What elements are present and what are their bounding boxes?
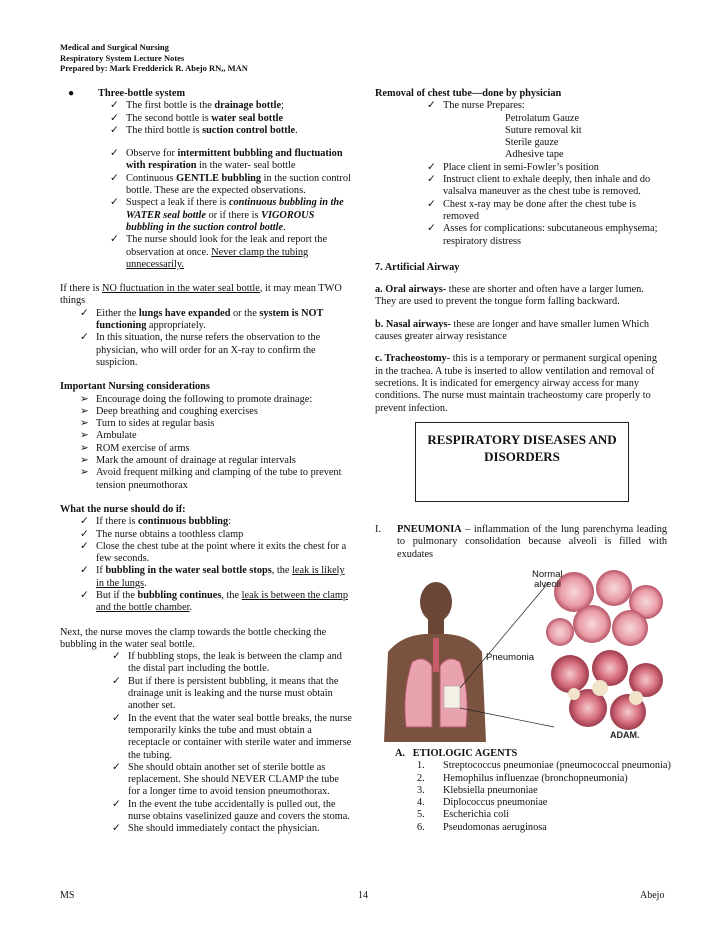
check-icon: ✓ (110, 148, 119, 160)
check-icon: ✓ (110, 172, 119, 184)
list-item: ✓ If bubbling stops, the leak is between the clamp and the distal part including the bottle. (112, 651, 342, 675)
list-item: ➢ Turn to sides at regular basis (80, 418, 215, 430)
list-item: ✓ The second bottle is water seal bottle (110, 112, 284, 124)
check-icon: ✓ (112, 798, 121, 810)
next-paragraph: Next, the nurse moves the clamp towards the bottle checking the bubbling in the water seal bottle. (60, 626, 327, 650)
fluctuation-paragraph: If there is NO fluctuation in the water seal bottle, it may mean TWO things (60, 283, 342, 307)
list-item: ➢ Encourage doing the following to promote drainage: (80, 393, 313, 405)
list-item: 1. Streptococcus pneumoniae (pneumococcal pneumonia) (417, 760, 671, 772)
list-item: ✓ If bubbling in the water seal bottle stops, the leak is likely in the lungs. (80, 565, 345, 589)
header-author: Prepared by: Mark Fredderick R. Abejo RN,, MAN (60, 63, 248, 73)
check-icon: ✓ (427, 100, 436, 112)
label-normal-line1: Normal (532, 569, 563, 580)
arrow-bullet-icon: ➢ (80, 405, 89, 417)
arrow-bullet-icon: ➢ (80, 393, 89, 405)
etiologic-section (395, 748, 675, 834)
list-item: ✓ But if the bubbling continues, the leak is between the clamp and the bottle chamber. (80, 589, 348, 614)
supply-item: Suture removal kit (505, 124, 582, 136)
supply-item: Adhesive tape (505, 149, 564, 161)
list-item: ✓ Either the lungs have expanded or the system is NOT functioning appropriately. (80, 307, 324, 332)
list-item: 6. Pseudomonas aeruginosa (417, 821, 547, 833)
nasal-airway-paragraph: b. Nasal airways- these are longer and have smaller lumen Which causes greater airway resistance (375, 318, 650, 343)
check-icon: ✓ (110, 100, 119, 112)
footer-left: MS (60, 890, 75, 901)
list-item: ➢ ROM exercise of arms (80, 442, 190, 454)
head-shape (420, 582, 452, 622)
list-item: 3. Klebsiella pneumoniae (417, 784, 538, 796)
list-item: ✓ The third bottle is suction control bottle. (110, 124, 298, 136)
check-icon: ✓ (427, 198, 436, 210)
normal-alveoli (546, 570, 663, 646)
airway-title: 7. Artificial Airway (375, 261, 460, 273)
what-list (60, 516, 352, 614)
list-item: ➢ Ambulate (80, 430, 137, 442)
check-icon: ✓ (427, 174, 436, 186)
removal-title: Removal of chest tube—done by physician (375, 88, 562, 99)
check-icon: ✓ (80, 307, 89, 319)
list-item: 4. Diplococcus pneumoniae (417, 797, 548, 809)
list-item: 5. Escherichia coli (417, 809, 510, 821)
check-icon: ✓ (110, 124, 119, 136)
check-icon: ✓ (80, 589, 89, 601)
section-title-box: RESPIRATORY DISEASES AND DISORDERS (415, 422, 629, 502)
list-item: ➢ Deep breathing and coughing exercises (80, 405, 258, 417)
list-item: ➢ Avoid frequent milking and clamping of the tube to prevent tension pneumothorax (80, 467, 342, 491)
list-item: ✓ In the event the tube accidentally is pulled out, the nurse obtains vaselinized gauze and covers the stoma. (112, 798, 350, 823)
pneumonia-text: PNEUMONIA – inflammation of the lung parenchyma leading to pulmonary consolidation because alveoli is filled with exudates (397, 524, 667, 560)
list-item: ✓ The nurse obtains a toothless clamp (80, 528, 244, 540)
list-item: ✓ Place client in semi-Fowler’s position (427, 161, 599, 173)
list-item: ✓ In the event that the water seal bottle breaks, the nurse temporarily kinks the tube and must obtain a receptacle or container with sterile water and immerse the tubing. (112, 712, 352, 761)
what-title: What the nurse should do if: (60, 503, 186, 515)
oral-airway-paragraph: a. Oral airways- these are shorter and often have a larger lumen. They are used to prevent the tongue form falling backward. (375, 284, 644, 308)
document-header (60, 42, 248, 74)
arrow-bullet-icon: ➢ (80, 442, 89, 454)
header-topic: Respiratory System Lecture Notes (60, 52, 185, 63)
check-icon: ✓ (80, 528, 89, 540)
list-item: ✓ Close the chest tube at the point where it exits the chest for a few seconds. (80, 540, 347, 565)
label-normal-line2: alveoli (534, 579, 561, 590)
arrow-bullet-icon: ➢ (80, 430, 89, 442)
important-title: Important Nursing considerations (60, 381, 210, 393)
check-icon: ✓ (110, 112, 119, 124)
supply-item: Petrolatum Gauze (505, 112, 580, 124)
check-icon: ✓ (427, 223, 436, 235)
important-list (60, 394, 352, 492)
left-column (60, 88, 352, 836)
page-number: 14 (358, 890, 368, 901)
check-icon: ✓ (110, 234, 119, 246)
header-course: Medical and Surgical Nursing (60, 42, 169, 52)
list-item: ✓ Observe for intermittent bubbling and fluctuation with respiration in the water- seal bottle (110, 148, 343, 172)
check-icon: ✓ (110, 197, 119, 209)
list-item: ✓ Instruct client to exhale deeply, then inhale and do valsalva maneuver as the chest tube is removed. (427, 174, 651, 198)
list-item: ✓ The nurse should look for the leak and report the observation at once. Never clamp the tubing unnecessarily. (110, 234, 328, 270)
list-item: ✓ The first bottle is the drainage bottle; (110, 100, 284, 112)
list-item: ✓ Chest x-ray may be done after the chest tube is removed (427, 198, 637, 222)
pneumonia-definition (375, 524, 667, 561)
check-icon: ✓ (112, 761, 121, 773)
check-icon: ✓ (427, 161, 436, 173)
arrow-bullet-icon: ➢ (80, 418, 89, 430)
check-icon: ✓ (80, 332, 89, 344)
list-item: ✓ In this situation, the nurse refers the observation to the physician, who will order for an X-ray to confirm the suspicion. (80, 332, 321, 368)
right-column (375, 88, 667, 415)
list-item: ✓ Continuous GENTLE bubbling in the suction control bottle. These are the expected observations. (110, 172, 351, 197)
check-icon: ✓ (112, 712, 121, 724)
supply-item: Sterile gauze (505, 137, 559, 149)
list-item: ✓ Suspect a leak if there is continuous bubbling in the WATER seal bottle or if there is VIGOROUS bubbling in the suction control bottle. (110, 197, 344, 233)
list-item: ✓ Asses for complications: subcutaneous emphysema; respiratory distress (427, 223, 658, 247)
check-icon: ✓ (80, 540, 89, 552)
three-bottle-section (60, 88, 352, 271)
list-item: ✓ The nurse Prepares: (427, 100, 525, 112)
list-item: ✓ She should obtain another set of sterile bottle as replacement. She should NEVER CLAMP the tube for a longer time to avoid tension pneumothorax. (112, 761, 339, 798)
check-icon: ✓ (80, 565, 89, 577)
list-item: 2. Hemophilus influenzae (bronchopneumonia) (417, 772, 628, 784)
pneumonia-illustration (374, 562, 668, 742)
arrow-bullet-icon: ➢ (80, 467, 89, 479)
check-icon: ✓ (112, 823, 121, 835)
list-item: ● Three-bottle system (68, 88, 186, 99)
list-item: ✓ She should immediately contact the physician. (112, 823, 320, 835)
next-list (60, 651, 352, 835)
arrow-bullet-icon: ➢ (80, 455, 89, 467)
lung-alveoli-svg (374, 562, 668, 742)
check-icon: ✓ (80, 516, 89, 528)
footer-right: Abejo (640, 890, 665, 901)
roman-numeral: I. (375, 524, 382, 535)
supplies-list (425, 113, 667, 162)
check-icon: ✓ (112, 651, 121, 663)
list-item: ➢ Mark the amount of drainage at regular intervals (80, 455, 296, 467)
list-item: ✓ But if there is persistent bubbling, it means that the drainage unit is leaking and the nurse must obtain another set. (112, 675, 339, 712)
etiologic-title: A. ETIOLOGIC AGENTS (395, 748, 518, 759)
label-pneumonia: Pneumonia (486, 652, 535, 663)
pneumonia-alveoli (551, 650, 663, 730)
list-item: ✓ If there is continuous bubbling: (80, 516, 232, 528)
check-icon: ✓ (112, 675, 121, 687)
tracheostomy-paragraph: c. Tracheostomy- this is a temporary or permanent surgical opening in the trachea. A tube is inserted to allow ventilation and removal of secretions. It is indicated for emergency airway access for many conditions. The nurse must maintain tracheostomy care properly to prevent infection. (375, 353, 657, 414)
adam-logo: ADAM. (610, 730, 640, 740)
